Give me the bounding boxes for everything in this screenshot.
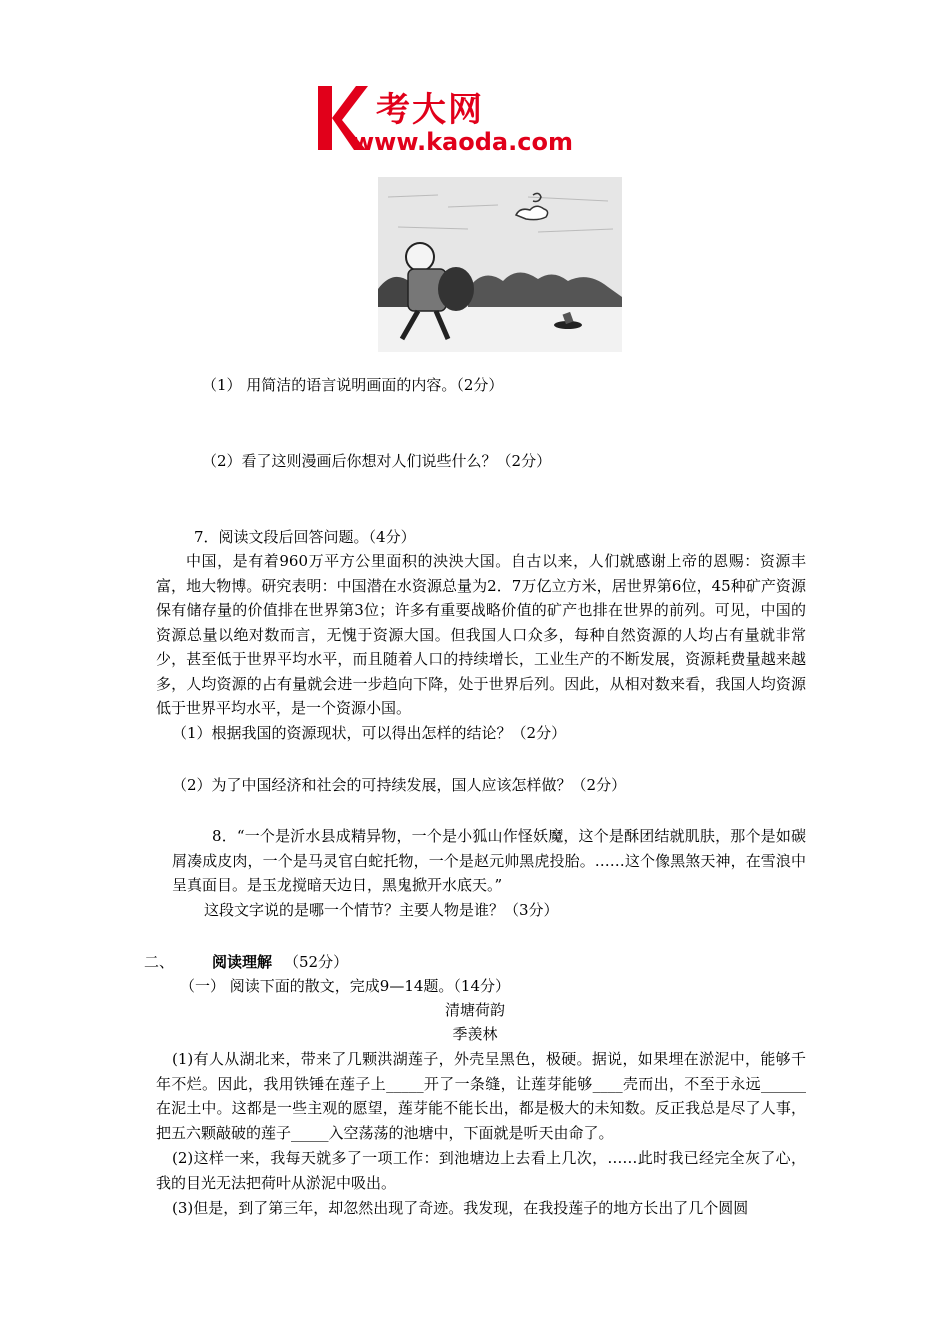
- essay-paragraph-1: (1)有人从湖北来，带来了几颗洪湖莲子，外壳呈黑色，极硬。据说，如果埋在淤泥中，能够千年不烂。因此，我用铁锤在莲子上_____开了一条缝，让莲芽能够____壳而出，不至于永远______在泥土中。这都是一些主观的愿望，莲芽能不能长出，都是极大的未知数。反正我总是尽了人事，把五六颗敲破的莲子_____入空荡荡的池塘中，下面就是听天由命了。: [156, 1050, 806, 1142]
- q8-question: 这段文字说的是哪一个情节？主要人物是谁？（3分）: [204, 901, 559, 919]
- essay-title: 清塘荷韵: [444, 1001, 505, 1019]
- cartoon-illustration: [378, 177, 622, 352]
- q6-sub2: （2）看了这则漫画后你想对人们说些什么？（2分）: [202, 452, 552, 470]
- logo-url: www.kaoda.com: [352, 128, 573, 156]
- site-logo: [316, 82, 646, 158]
- essay-paragraph-2: (2)这样一来，我每天就多了一项工作：到池塘边上去看上几次，……此时我已经完全灰了心，我的目光无法把荷叶从淤泥中吸出。: [156, 1149, 806, 1192]
- q8-passage: 8．“一个是沂水县成精异物，一个是小狐山作怪妖魔，这个是酥团结就肌肤，那个是如碳屑凑成皮肉，一个是马灵官白蛇托物，一个是赵元帅黑虎投胎。……这个像黑煞天神，在雪浪中呈真面目。是玉龙搅暗天边日，黑鬼掀开水底天。”: [172, 827, 806, 894]
- q7-sub2: （2）为了中国经济和社会的可持续发展，国人应该怎样做？（2分）: [172, 776, 627, 794]
- q6-sub1: （1） 用简洁的语言说明画面的内容。（2分）: [202, 376, 504, 394]
- logo-chinese-name: 考大网: [376, 90, 484, 130]
- q7-passage: 中国，是有着960万平方公里面积的泱泱大国。自古以来，人们就感谢上帝的恩赐：资源丰富，地大物博。研究表明：中国潜在水资源总量为2．7万亿立方米，居世界第6位，45种矿产资源保有储存量的价值排在世界第3位；许多有重要战略价值的矿产也排在世界的前列。可见，中国的资源总量以绝对数而言，无愧于资源大国。但我国人口众多，每种自然资源的人均占有量就非常少，甚至低于世界平均水平，而且随着人口的持续增长，工业生产的不断发展，资源耗费量越来越多，人均资源的占有量就会进一步趋向下降，处于世界后列。因此，从相对数来看，我国人均资源低于世界平均水平，是一个资源小国。: [156, 552, 806, 717]
- section2-score: （52分）: [284, 953, 349, 971]
- q7-title: 7．阅读文段后回答问题。（4分）: [194, 528, 416, 546]
- section2-number: 二、: [144, 953, 175, 971]
- section2-sub: （一） 阅读下面的散文，完成9—14题。（14分）: [180, 977, 510, 995]
- q7-sub1: （1）根据我国的资源现状，可以得出怎样的结论？（2分）: [172, 724, 567, 742]
- essay-author: 季羡林: [452, 1025, 498, 1043]
- essay-paragraph-3: (3)但是，到了第三年，却忽然出现了奇迹。我发现，在我投莲子的地方长出了几个圆圆: [172, 1199, 749, 1217]
- section2-title: 阅读理解: [212, 953, 273, 971]
